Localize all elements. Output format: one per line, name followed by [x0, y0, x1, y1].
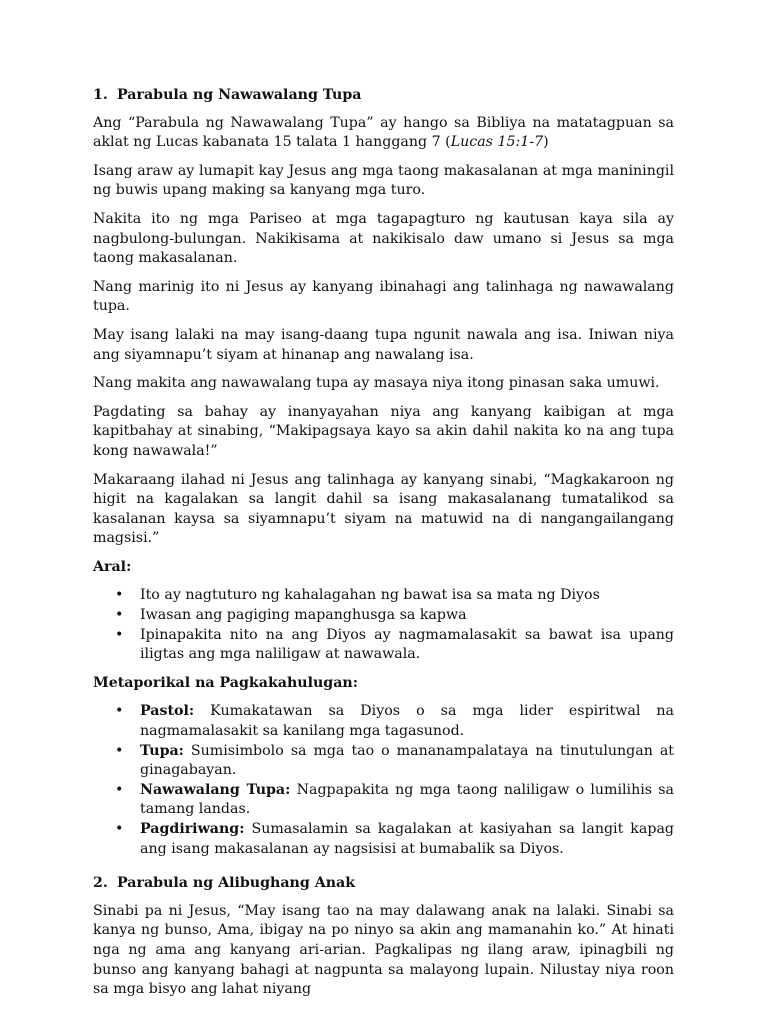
document-body — [93, 86, 674, 1009]
bible-reference: Lucas 15:1-7 — [450, 134, 544, 151]
section-heading-2 — [93, 874, 674, 894]
metaphor-item — [140, 781, 674, 820]
metaphor-term: Nawawalang Tupa: — [140, 781, 291, 798]
paragraph: Nang marinig ito ni Jesus ay kanyang ibinahagi ang talinhaga ng nawawalang tupa. — [93, 278, 674, 315]
metaphor-text: Nagpapakita ng mga taong naliligaw o lumilihis sa tamang landas. — [140, 781, 674, 818]
section-number: 1. — [93, 87, 108, 103]
metaphor-term: Pastol: — [140, 703, 195, 720]
paragraph: Nang makita ang nawawalang tupa ay masaya niya itong pinasan saka umuwi. — [93, 375, 660, 392]
metaphor-term: Tupa: — [140, 742, 184, 759]
paragraph: Nakita ito ng mga Pariseo at mga tagapagturo ng kautusan kaya sila ay nagbulong-bulungan. Nakikisama at nakikisalo daw umano si Jesus sa mga taong makasalanan. — [93, 210, 674, 267]
aral-label: Aral: — [93, 558, 132, 575]
intro-close: ) — [543, 134, 549, 151]
intro-text: Ang “Parabula ng Nawawalang Tupa” ay hango sa Bibliya na matatagpuan sa aklat ng Lucas kabanata 15 talata 1 hanggang 7 ( — [93, 114, 674, 151]
intro-paragraph — [93, 114, 674, 153]
section-title: Parabula ng Nawawalang Tupa — [117, 87, 362, 103]
aral-item: • Ipinapakita nito na ang Diyos ay nagmamalasakit sa bawat isa upang iligtas ang mga naliligaw at nawawala. — [140, 626, 674, 665]
metaphor-item — [140, 820, 674, 859]
paragraph: Pagdating sa bahay ay inanyayahan niya ang kanyang kaibigan at mga kapitbahay at sinabing, “Makipagsaya kayo sa akin dahil nakita ko na ang tupa kong nawawala!” — [93, 403, 674, 459]
aral-item: • Iwasan ang pagiging mapanghusga sa kapwa — [140, 606, 674, 626]
metaphor-item — [140, 702, 674, 741]
aral-list — [93, 586, 674, 664]
aral-item: • Ito ay nagtuturo ng kahalagahan ng bawat isa sa mata ng Diyos — [140, 586, 674, 606]
metaphor-term: Pagdiriwang: — [140, 821, 245, 837]
metaphor-text: Sumasalamin sa kagalakan at kasiyahan sa langit kapag ang isang makasalanan ay nagsisisi at bumabalik sa Diyos. — [140, 821, 674, 857]
section-title: Parabula ng Alibughang Anak — [117, 875, 356, 892]
paragraph: Sinabi pa ni Jesus, “May isang tao na may dalawang anak na lalaki. Sinabi sa kanya ng bunso, Ama, ibigay na po ninyo sa akin ang mamanahin ko.” At hinati nga ng ama ang kanyang ari-arian. Pagkalipas ng ilang araw, ipinagbili ng bunso ang kanyang bahagi at nagpunta sa malayong lupain. Nilustay niya roon sa mga bisyo ang lahat niyang — [93, 902, 674, 998]
paragraph: May isang lalaki na may isang-daang tupa ngunit nawala ang isa. Iniwan niya ang siyamnapu’t siyam at hinanap ang nawalang isa. — [93, 326, 674, 363]
paragraph: Makaraang ilahad ni Jesus ang talinhaga ay kanyang sinabi, “Magkakaroon ng higit na kagalakan sa langit dahil sa isang makasalanang tumatalikod sa kasalanan kaysa sa siyamnapu’t siyam na matuwid na di nangangailangang magsisi.” — [93, 471, 674, 547]
metaphor-item — [140, 742, 674, 781]
section-number: 2. — [93, 875, 108, 892]
metaphor-text: Sumisimbolo sa mga tao o mananampalataya na tinutulungan at ginagabayan. — [140, 742, 674, 779]
metaphor-label: Metaporikal na Pagkakahulugan: — [93, 674, 358, 691]
metaphor-list — [93, 702, 674, 859]
metaphor-text: Kumakatawan sa Diyos o sa mga lider espiritwal na nagmamalasakit sa kanilang mga tagasunod. — [140, 703, 674, 740]
paragraph: Isang araw ay lumapit kay Jesus ang mga taong makasalanan at mga maniningil ng buwis upang making sa kanyang mga turo. — [93, 162, 674, 199]
section-heading-1 — [93, 86, 674, 106]
